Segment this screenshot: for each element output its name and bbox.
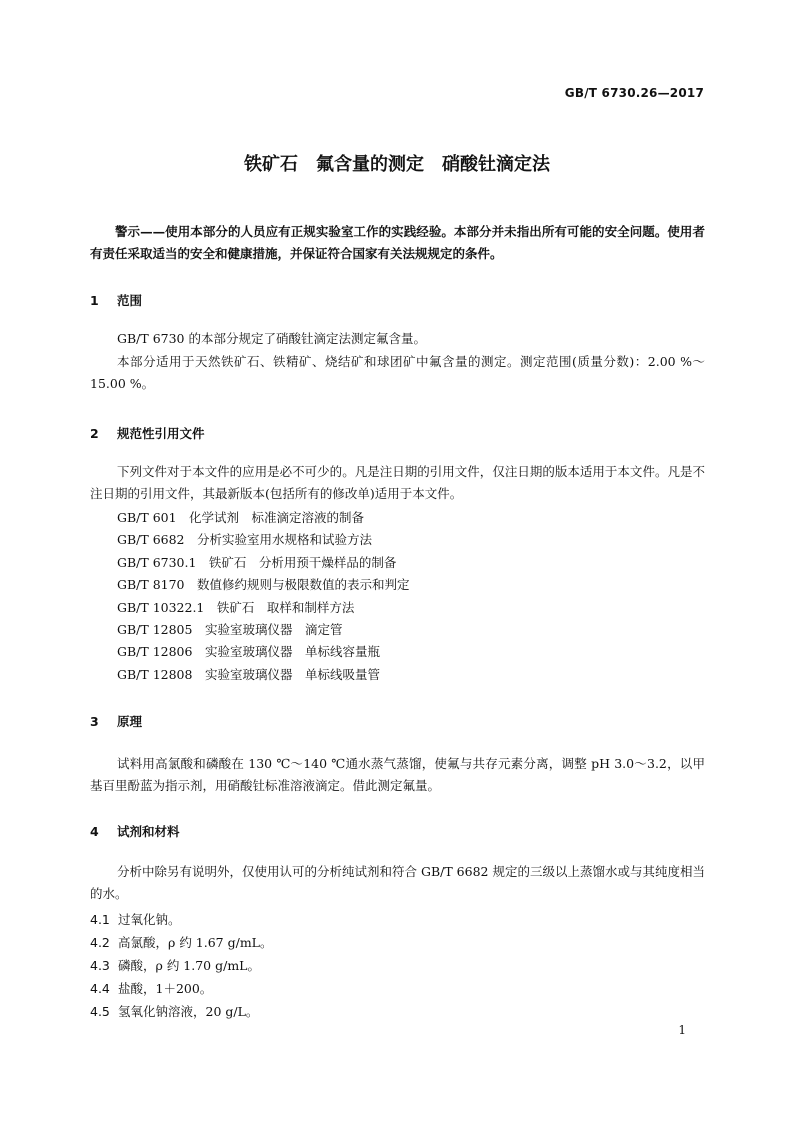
item-number: 4.1 (90, 912, 110, 927)
reference-item: GB/T 8170 数值修约规则与极限数值的表示和判定 (117, 577, 410, 593)
section-4-paragraph-1: 分析中除另有说明外，仅使用认可的分析纯试剂和符合 GB/T 6682 规定的三级以上蒸馏水或与其纯度相当的水。 (90, 864, 705, 901)
section-2-heading (90, 424, 205, 442)
item-text: 盐酸，1＋200。 (118, 981, 213, 996)
section-3-heading (90, 712, 142, 730)
reference-item: GB/T 12805 实验室玻璃仪器 滴定管 (117, 622, 343, 638)
item-text: 高氯酸，ρ 约 1.67 g/mL。 (118, 935, 273, 950)
reference-item: GB/T 10322.1 铁矿石 取样和制样方法 (117, 599, 355, 615)
reagent-item (90, 933, 272, 951)
reference-item: GB/T 6682 分析实验室用水规格和试验方法 (117, 532, 373, 548)
section-title: 规范性引用文件 (117, 426, 205, 441)
reference-item: GB/T 12808 实验室玻璃仪器 单标线吸量管 (117, 666, 380, 682)
section-number: 1 (90, 293, 99, 308)
page-number: 1 (678, 1023, 686, 1037)
section-title: 原理 (117, 714, 143, 729)
section-title: 范围 (117, 293, 143, 308)
section-1-heading (90, 291, 142, 309)
section-number: 4 (90, 824, 99, 839)
reagent-item (90, 956, 260, 974)
item-text: 磷酸，ρ 约 1.70 g/mL。 (118, 958, 260, 973)
reagent-item (90, 910, 181, 928)
section-4-heading (90, 822, 180, 840)
document-title (0, 150, 794, 176)
section-number: 2 (90, 426, 99, 441)
reference-item: GB/T 601 化学试剂 标准滴定溶液的制备 (117, 510, 365, 525)
document-title-text: 铁矿石 氟含量的测定 硝酸钍滴定法 (244, 154, 550, 175)
section-title: 试剂和材料 (117, 824, 180, 839)
item-number: 4.3 (90, 958, 110, 973)
normative-references-list (117, 507, 410, 686)
safety-warning: 警示——使用本部分的人员应有正规实验室工作的实践经验。本部分并未指出所有可能的安全问题。使用者有责任采取适当的安全和健康措施，并保证符合国家有关法规规定的条件。 (90, 224, 705, 261)
reagent-item (90, 979, 212, 997)
item-number: 4.2 (90, 935, 110, 950)
section-1-paragraph-1: GB/T 6730 的本部分规定了硝酸钍滴定法测定氟含量。 (117, 331, 426, 346)
reference-item: GB/T 12806 实验室玻璃仪器 单标线容量瓶 (117, 644, 380, 660)
section-3-paragraph-1: 试料用高氯酸和磷酸在 130 ℃～140 ℃通水蒸气蒸馏，使氟与共存元素分离，调整 pH 3.0～3.2，以甲基百里酚蓝为指示剂，用硝酸钍标准溶液滴定。借此测定氟量。 (90, 756, 705, 793)
section-1-paragraph-2: 本部分适用于天然铁矿石、铁精矿、烧结矿和球团矿中氟含量的测定。测定范围(质量分数)：2.00 %～15.00 %。 (90, 354, 705, 391)
item-text: 过氧化钠。 (118, 912, 181, 927)
item-number: 4.5 (90, 1004, 110, 1019)
section-2-paragraph-1: 下列文件对于本文件的应用是必不可少的。凡是注日期的引用文件，仅注日期的版本适用于本文件。凡是不注日期的引用文件，其最新版本(包括所有的修改单)适用于本文件。 (90, 464, 705, 501)
reference-item: GB/T 6730.1 铁矿石 分析用预干燥样品的制备 (117, 554, 397, 570)
reagent-item (90, 1002, 258, 1020)
section-number: 3 (90, 714, 99, 729)
item-number: 4.4 (90, 981, 110, 996)
item-text: 氢氧化钠溶液，20 g/L。 (118, 1004, 259, 1019)
standard-number: GB/T 6730.26—2017 (564, 86, 704, 100)
